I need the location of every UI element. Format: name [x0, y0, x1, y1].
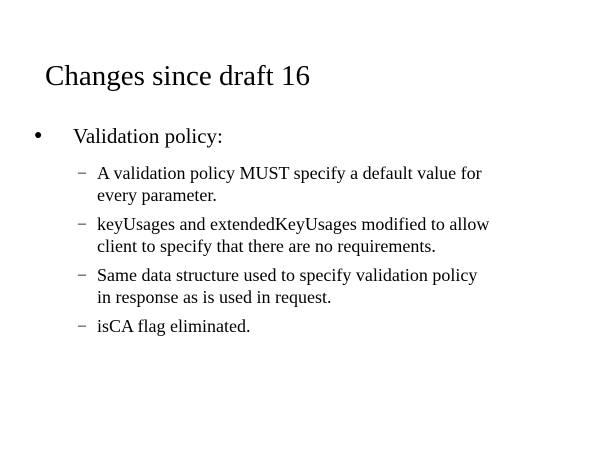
sub-bullet-line: in response as is used in request.: [97, 287, 332, 307]
sub-bullet-line: Same data structure used to specify validation policy: [97, 265, 478, 285]
sub-bullet-line: A validation policy MUST specify a default value for: [97, 163, 482, 183]
sub-bullet-line: every parameter.: [97, 185, 217, 205]
dash-bullet-icon: –: [78, 317, 86, 334]
sub-bullet-line: isCA flag eliminated.: [97, 316, 251, 336]
sub-bullet-line: keyUsages and extendedKeyUsages modified to allow: [97, 214, 490, 234]
slide-title: Changes since draft 16: [45, 60, 310, 92]
dash-bullet-icon: –: [78, 215, 86, 232]
sub-bullet-item: [78, 213, 578, 257]
sub-bullet-item: [78, 315, 578, 337]
bullet-dot-icon: ●: [34, 128, 43, 143]
sub-bullet-line: client to specify that there are no requirements.: [97, 236, 436, 256]
sub-bullet-item: [78, 264, 578, 308]
dash-bullet-icon: –: [78, 164, 86, 181]
dash-bullet-icon: –: [78, 266, 86, 283]
sub-bullet-item: [78, 162, 578, 206]
bullet-validation-policy: [34, 121, 574, 151]
sub-bullet-list: [78, 162, 578, 344]
bullet-text: Validation policy:: [73, 124, 223, 148]
